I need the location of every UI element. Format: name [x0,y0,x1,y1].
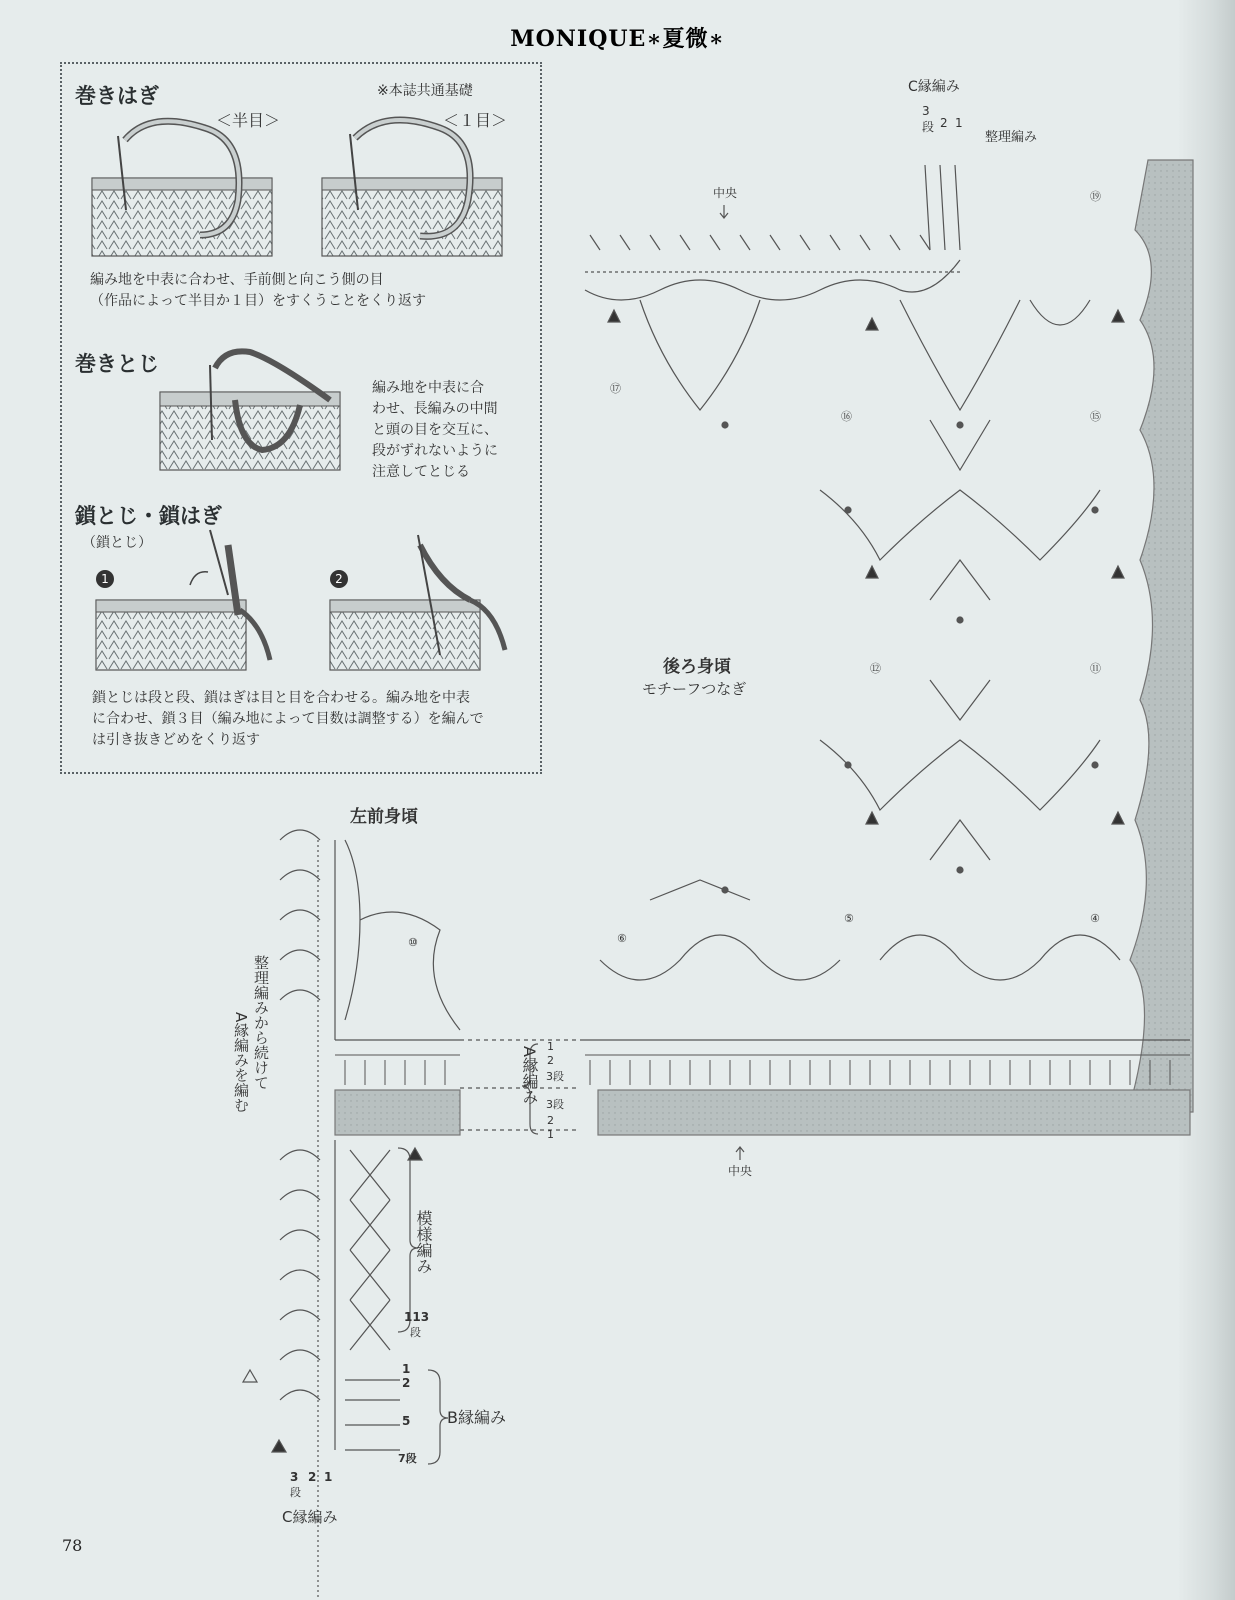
label-one-stitch: ＜１目＞ [443,111,508,130]
c-row-2-bottom: 2 [308,1470,317,1484]
kusaritoji-desc-line: 鎖とじは段と段、鎖はぎは目と目を合わせる。編み地を中表 [92,690,470,706]
motif-number: ⑥ [617,932,627,945]
makitoji-title: 巻きとじ [75,352,159,376]
makitoji-desc-line: 注意してとじる [372,464,470,480]
a-row-3-top: 3段 [546,1070,564,1083]
makihagi-desc-2: （作品によって半目か１目）をすくうことをくり返す [90,293,426,309]
row-113-label: 113 [404,1310,430,1324]
motif-join-label: モチーフつなぎ [642,680,747,698]
motif-number: ⑰ [610,382,621,395]
row-113-dan: 段 [410,1326,421,1339]
c-row-3-bottom: 3 [290,1470,299,1484]
makitoji-desc-line: わせ、長編みの中間 [372,401,498,417]
a-edging-knit-label: A縁編みを編む [232,1012,250,1113]
seiri-label-top: 整理編み [985,130,1038,145]
makihagi-one-illustration [322,120,502,256]
pattern-label: 模様編み [414,1210,433,1274]
back-body-title: 後ろ身頃 [663,657,731,677]
motif-number: ⑤ [844,912,854,925]
row-dan-label-top: 段 [922,120,935,134]
motif-number: ⑩ [408,936,418,949]
center-label-top: 中央 [713,186,738,200]
c-edging-bottom-label: C縁編み [282,1508,338,1526]
motif-number: ⑫ [870,662,881,675]
motif-number: ⑪ [1090,662,1101,675]
a-row-1-top: 1 [547,1040,554,1053]
seiri-continue-label: 整理編みから続けて [252,955,270,1090]
kusaritoji-subtitle: （鎖とじ） [82,535,152,551]
a-edging-label: A縁編み [520,1046,539,1105]
center-label-bottom: 中央 [728,1164,753,1178]
crochet-chart [243,160,1193,1600]
makihagi-half-illustration [92,121,272,256]
row-2-label-top: 2 [940,116,948,130]
common-note: ※本誌共通基礎 [377,83,473,99]
c-row-dan-bottom: 段 [290,1486,301,1499]
a-row-2-top: 2 [547,1054,554,1067]
makihagi-title: 巻きはぎ [75,84,159,108]
b-row-2: 2 [402,1376,411,1390]
row-1-label-top: 1 [955,116,963,130]
page-number: 78 [62,1536,83,1555]
left-front-title: 左前身頃 [350,807,418,827]
motif-number: ④ [1090,912,1100,925]
a-row-3-bottom: 3段 [546,1098,564,1111]
a-row-2-bottom: 2 [547,1114,554,1127]
makihagi-desc-1: 編み地を中表に合わせ、手前側と向こう側の目 [90,272,384,288]
b-edging-label: B縁編み [447,1408,506,1427]
c-edging-top-label: C縁編み [908,79,960,95]
kusaritoji-desc-line: に合わせ、鎖３目（編み地によって目数は調整する）を編んで [92,711,484,727]
a-row-1-bottom: 1 [547,1128,554,1141]
makitoji-desc-line: と頭の目を交互に、 [372,422,498,438]
kusaritoji-step1-illustration [96,530,270,670]
motif-number: ⑯ [841,410,852,423]
b-row-7: 7段 [398,1452,417,1465]
watermark-text: MONIQUE∗夏微∗ [510,26,725,52]
label-half-stitch: ＜半目＞ [216,111,281,130]
makitoji-desc-line: 段がずれないように [372,443,498,459]
motif-number: ⑮ [1090,410,1101,423]
makitoji-illustration [160,351,340,470]
c-row-1-bottom: 1 [324,1470,333,1484]
motif-number: ⑲ [1090,190,1101,203]
row-3-label-top: 3 [922,104,930,118]
kusaritoji-title: 鎖とじ・鎖はぎ [75,504,222,528]
kusaritoji-desc-line: は引き抜きどめをくり返す [92,732,260,748]
kusaritoji-step2-illustration [330,535,505,670]
step-2-badge: 2 [330,570,348,588]
step-1-badge: 1 [96,570,114,588]
b-row-5: 5 [402,1414,411,1428]
b-row-1: 1 [402,1362,411,1376]
makitoji-desc-line: 編み地を中表に合 [372,380,484,396]
